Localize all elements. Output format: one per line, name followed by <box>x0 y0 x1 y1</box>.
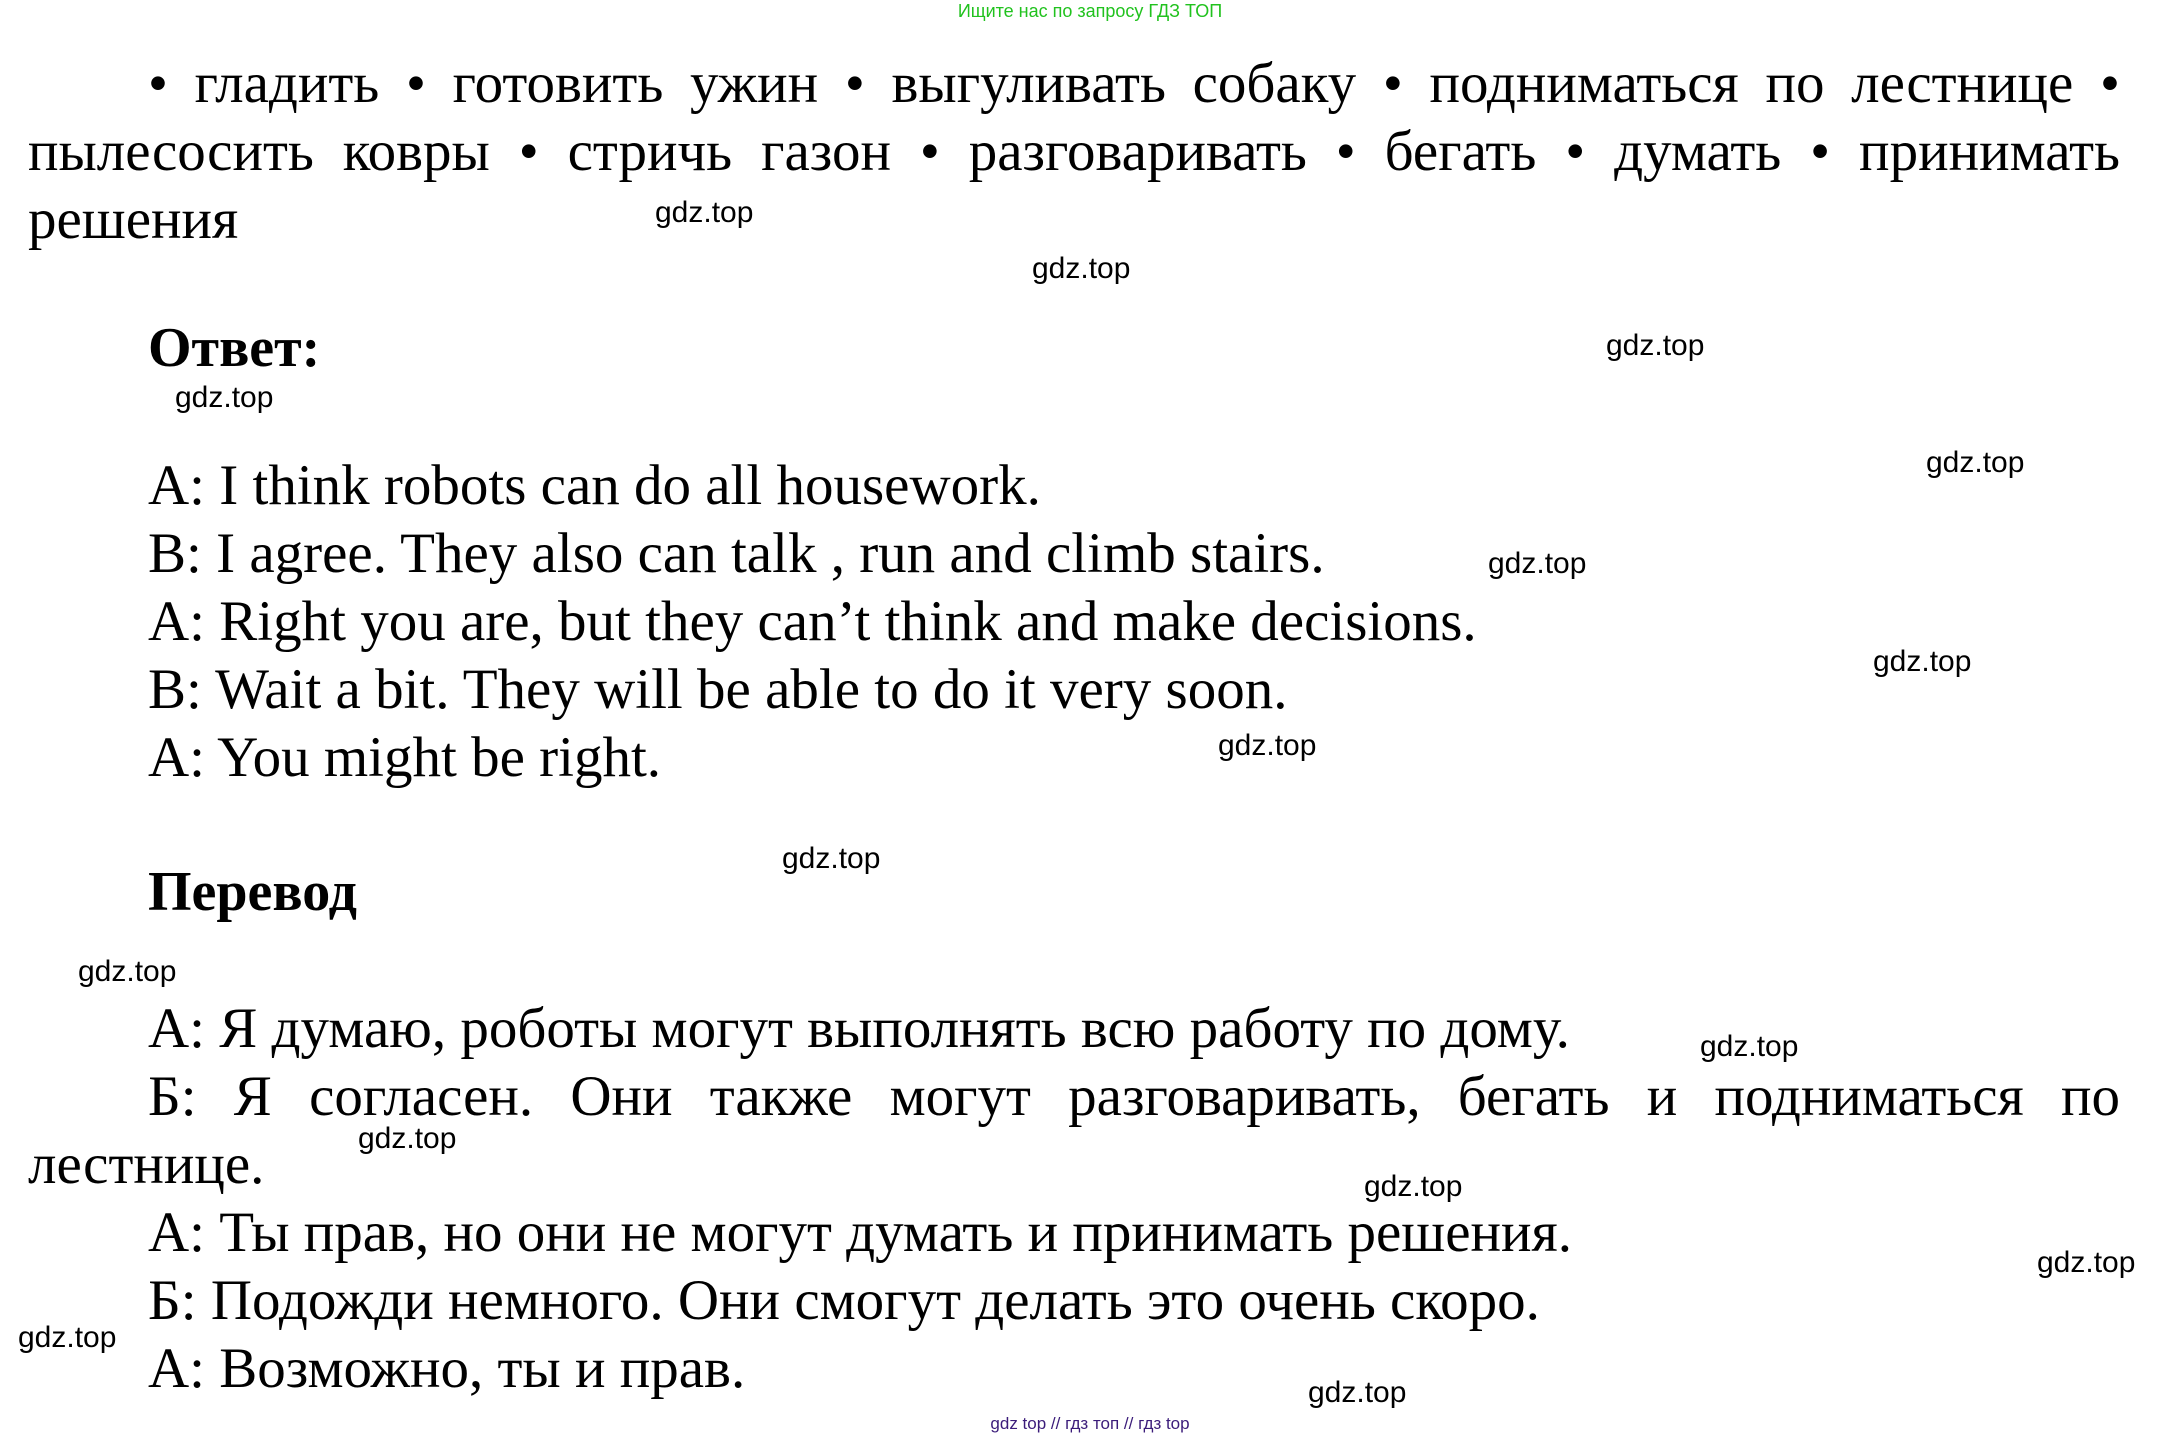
watermark: gdz.top <box>1926 446 2025 479</box>
translation-line-1: А: Я думаю, роботы могут выполнять всю работу по дому. <box>148 997 1570 1060</box>
translation-heading: Перевод <box>148 861 357 923</box>
answer-line-4: B: Wait a bit. They will be able to do it very soon. <box>148 658 1288 721</box>
watermark: gdz.top <box>1308 1376 1407 1409</box>
intro-text: • гладить • готовить ужин • выгуливать собаку • подниматься по лестнице • пылесосить ковры • стричь газон • разговаривать • бегать • думать • принимать решения <box>28 52 2120 251</box>
watermark: gdz.top <box>782 842 881 875</box>
watermark: gdz.top <box>655 196 754 229</box>
watermark: gdz.top <box>1700 1030 1799 1063</box>
top-banner: Ищите нас по запросу ГДЗ ТОП <box>957 1 1223 21</box>
watermark: gdz.top <box>1873 645 1972 678</box>
answer-line-2: B: I agree. They also can talk , run and climb stairs. <box>148 522 1325 585</box>
translation-line-4: Б: Подожди немного. Они смогут делать это очень скоро. <box>148 1269 1540 1332</box>
watermark: gdz.top <box>1606 329 1705 362</box>
watermark: gdz.top <box>18 1321 117 1354</box>
watermark: gdz.top <box>358 1122 457 1155</box>
answer-line-3: A: Right you are, but they can’t think and make decisions. <box>148 590 1477 653</box>
watermark: gdz.top <box>1032 252 1131 285</box>
answer-line-5: A: You might be right. <box>148 726 662 789</box>
watermark: gdz.top <box>1364 1170 1463 1203</box>
translation-line-2: Б: Я согласен. Они также могут разговаривать, бегать и подниматься по лестнице. <box>28 1065 2120 1196</box>
answer-heading: Ответ: <box>148 317 321 379</box>
translation-line-3: А: Ты прав, но они не могут думать и принимать решения. <box>148 1201 1572 1264</box>
watermark: gdz.top <box>1488 547 1587 580</box>
watermark: gdz.top <box>78 955 177 988</box>
watermark: gdz.top <box>2037 1246 2136 1279</box>
footer: gdz top // гдз топ // гдз top <box>990 1414 1190 1433</box>
watermark: gdz.top <box>1218 729 1317 762</box>
answer-line-1: A: I think robots can do all housework. <box>148 454 1041 517</box>
watermark: gdz.top <box>175 381 274 414</box>
translation-line-5: А: Возможно, ты и прав. <box>148 1337 746 1400</box>
